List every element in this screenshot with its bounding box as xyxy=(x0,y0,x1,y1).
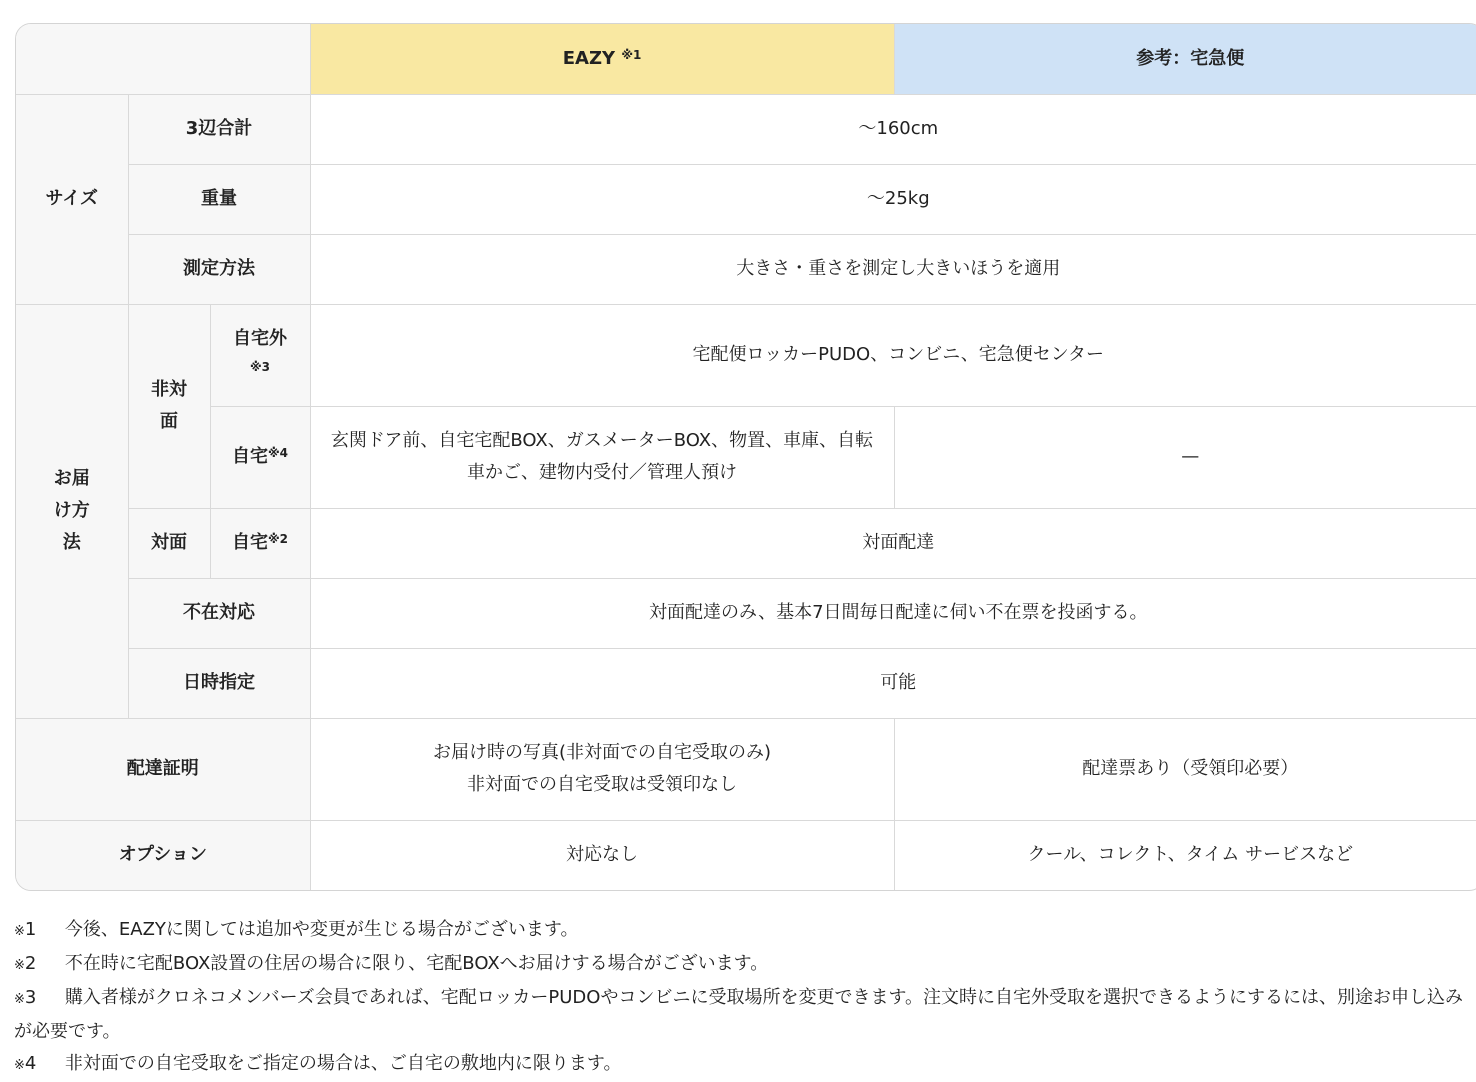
footnote-2-mark: ※ xyxy=(14,958,25,973)
row-dimensions-value: 〜160cm xyxy=(310,94,1476,164)
row-home-face xyxy=(16,508,1476,578)
row-datetime-label: 日時指定 xyxy=(128,648,310,718)
row-options-label: オプション xyxy=(16,820,310,890)
comparison-table-wrapper xyxy=(15,23,1476,891)
footnote-3-text: 購入者様がクロネコメンバーズ会員であれば、宅配ロッカーPUDOやコンビニに受取場所を変更できます。注文時に自宅外受取を選択できるようにするには、別途お申し込みが必要です。 xyxy=(14,987,1463,1042)
group-face-to-face: 対面 xyxy=(128,508,210,578)
row-weight-label: 重量 xyxy=(128,164,310,234)
header-eazy xyxy=(310,24,894,94)
footnote-1-num: 1 xyxy=(24,919,37,940)
row-home-face-label xyxy=(210,508,310,578)
row-weight-value: 〜25kg xyxy=(310,164,1476,234)
group-size: サイズ xyxy=(16,94,128,304)
row-absence-label: 不在対応 xyxy=(128,578,310,648)
row-outside-home xyxy=(16,304,1476,406)
comparison-table xyxy=(16,24,1476,890)
row-home-non-face-label xyxy=(210,406,310,508)
header-corner-cell xyxy=(16,24,310,94)
footnote-3-mark: ※ xyxy=(14,992,25,1007)
footnote-3 xyxy=(14,982,1472,1048)
row-home-non-face-mark: ※4 xyxy=(268,446,289,460)
row-home-non-face xyxy=(16,406,1476,508)
row-proof-label: 配達証明 xyxy=(16,718,310,820)
row-outside-home-text: 自宅外 xyxy=(233,328,288,349)
row-proof-eazy-line1: お届け時の写真(非対面での自宅受取のみ) xyxy=(433,742,772,763)
footnote-4 xyxy=(14,1048,1472,1082)
row-proof-reference: 配達票あり（受領印必要） xyxy=(894,718,1476,820)
row-home-face-mark: ※2 xyxy=(268,532,289,546)
row-outside-home-mark: ※3 xyxy=(250,360,271,374)
row-datetime-value: 可能 xyxy=(310,648,1476,718)
footnote-1-text: 今後、EAZYに関しては追加や変更が生じる場合がございます。 xyxy=(64,919,579,940)
footnote-1-mark: ※ xyxy=(14,924,25,939)
header-eazy-label: EAZY xyxy=(562,47,616,69)
row-proof-eazy-line2: 非対面での自宅受取は受領印なし xyxy=(467,774,738,795)
row-outside-home-label xyxy=(210,304,310,406)
row-absence xyxy=(16,578,1476,648)
row-options-reference: クール、コレクト、タイム サービスなど xyxy=(1027,844,1354,866)
row-proof-eazy xyxy=(310,718,894,820)
row-measurement xyxy=(16,234,1476,304)
row-dimensions xyxy=(16,94,1476,164)
footnote-2 xyxy=(14,948,1472,982)
row-dimensions-label: 3辺合計 xyxy=(128,94,310,164)
row-outside-home-value: 宅配便ロッカーPUDO、コンビニ、宅急便センター xyxy=(310,304,1476,406)
footnote-4-num: 4 xyxy=(24,1053,37,1074)
footnote-2-num: 2 xyxy=(24,953,37,974)
group-non-face-to-face: 非対面 xyxy=(128,304,210,508)
footnotes xyxy=(14,914,1472,1082)
row-home-face-text: 自宅 xyxy=(232,532,268,553)
group-delivery-method: お届け方法 xyxy=(16,304,128,718)
footnote-2-text: 不在時に宅配BOX設置の住居の場合に限り、宅配BOXへお届けする場合がございます。 xyxy=(64,953,769,974)
footnote-4-text: 非対面での自宅受取をご指定の場合は、ご自宅の敷地内に限ります。 xyxy=(64,1053,622,1074)
footnote-4-mark: ※ xyxy=(14,1058,25,1073)
row-options xyxy=(16,820,1476,890)
row-proof xyxy=(16,718,1476,820)
header-reference: 参考：宅急便 xyxy=(894,24,1476,94)
row-weight xyxy=(16,164,1476,234)
row-measurement-value: 大きさ・重さを測定し大きいほうを適用 xyxy=(310,234,1476,304)
row-home-non-face-text: 自宅 xyxy=(232,446,268,467)
row-options-eazy: 対応なし xyxy=(310,820,894,890)
footnote-1 xyxy=(14,914,1472,948)
header-row xyxy=(16,24,1476,94)
row-absence-value: 対面配達のみ、基本7日間毎日配達に伺い不在票を投函する。 xyxy=(310,578,1476,648)
header-eazy-mark: ※1 xyxy=(621,47,642,62)
row-home-non-face-reference: — xyxy=(894,406,1476,508)
row-measurement-label: 測定方法 xyxy=(128,234,310,304)
footnote-3-num: 3 xyxy=(24,987,37,1008)
row-datetime xyxy=(16,648,1476,718)
row-home-face-value: 対面配達 xyxy=(310,508,1476,578)
row-home-non-face-eazy: 玄関ドア前、自宅宅配BOX、ガスメーターBOX、物置、車庫、自転車かご、建物内受付／管理人預け xyxy=(310,406,894,508)
